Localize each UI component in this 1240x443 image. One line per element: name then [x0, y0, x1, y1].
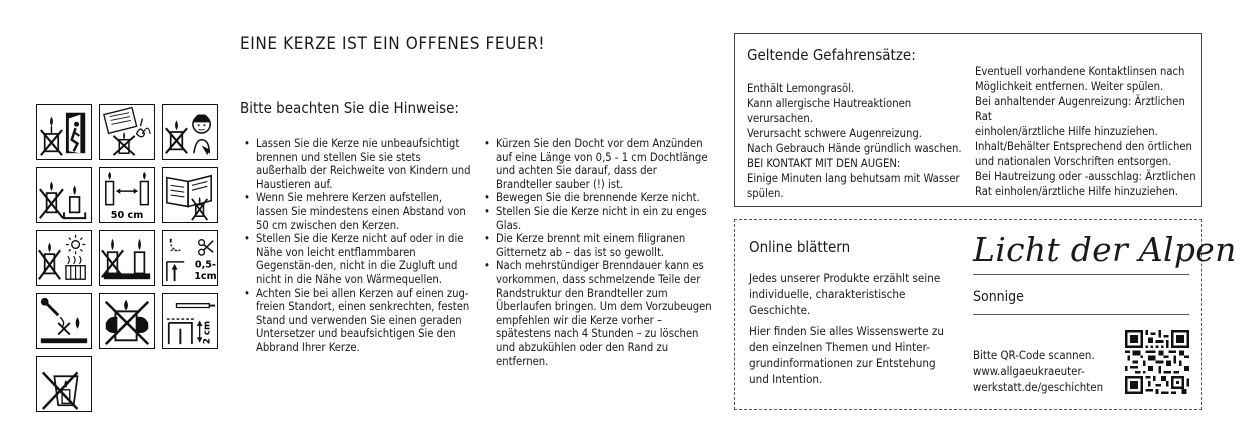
- candle-heat-icon: [36, 230, 92, 286]
- candle-exit-icon: [36, 104, 92, 160]
- candle-flyer-icon: [99, 104, 155, 160]
- list-item: • Achten Sie bei allen Kerzen auf einen zug-freien Standort, einen senkrechten, festen Stand und verwenden Sie einen geraden Untersetzer und beaufsichtigen Sie den Abbrand Ihrer Kerze.: [244, 287, 472, 355]
- candle-glass-icon: [36, 356, 92, 412]
- list-item: • Nach mehrstündiger Brenndauer kann es vorkommen, dass schmelzende Teile der Randstruktur den Brandteller zum Überlaufen bringen. Um dem Vorzubeugen empfehlen wir die Kerze vorher – spätestens nach 4 Stunden – zu löschen und abzukühlen oder den Rand zu entfernen.: [484, 259, 712, 368]
- online-text-details: [749, 323, 969, 387]
- hazard-line: Nach Gebrauch Hände gründlich waschen.: [747, 142, 962, 155]
- hazard-statements-box: [734, 33, 1202, 207]
- list-item: • Stellen Sie die Kerze nicht auf oder in die Nähe von leicht entflammbaren Gegenstän-den, nicht in die Zugluft und nicht in die Nähe von Wärmequellen.: [244, 232, 472, 286]
- hazard-text-right: [975, 64, 1197, 199]
- online-text-intro: [749, 270, 969, 318]
- qr-url: werkstatt.de/geschichten: [973, 380, 1104, 394]
- qr-url: www.allgaeukraeuter-: [973, 364, 1085, 378]
- candle-distance-icon: [99, 167, 155, 223]
- hazard-line: BEI KONTAKT MIT DEN AUGEN:: [747, 157, 901, 170]
- wick-length-bottom: 1cm: [194, 271, 217, 283]
- instructions-list-right: [484, 137, 712, 368]
- hazard-line: Eventuell vorhandene Kontaktlinsen nach: [975, 65, 1185, 78]
- online-line: individuelle, charakteristische Geschichte.: [749, 287, 906, 317]
- hazard-line: spülen.: [747, 187, 784, 200]
- list-item: • Kürzen Sie den Docht vor dem Anzünden auf eine Länge von 0,5 - 1 cm Dochtlänge und achten Sie darauf, dass der Brandteller sauber (!) ist.: [484, 137, 712, 191]
- divider: [973, 314, 1189, 315]
- candle-surface-icon: [99, 230, 155, 286]
- candle-book-icon: [162, 167, 218, 223]
- online-line: Hier finden Sie alles Wissenswerte zu: [749, 324, 944, 338]
- headline: EINE KERZE IST EIN OFFENES FEUER!: [240, 34, 546, 54]
- hazard-title: Geltende Gefahrensätze:: [747, 46, 916, 64]
- brand-logo: Licht der Alpen: [973, 230, 1237, 269]
- online-line: grundinformationen zur Entstehung: [749, 356, 936, 370]
- hazard-line: Kann allergische Hautreaktionen verursachen.: [747, 97, 912, 125]
- divider: [973, 274, 1189, 275]
- list-item: • Wenn Sie mehrere Kerzen aufstellen, lassen Sie mindestens einen Abstand von 50 cm zwischen den Kerzen.: [244, 191, 472, 232]
- candle-child-icon: [162, 104, 218, 160]
- candle-match-icon: [36, 293, 92, 349]
- list-item: • Die Kerze brennt mit einem filigranen Gitternetz ab – das ist so gewollt.: [484, 232, 712, 259]
- qr-instructions: [973, 347, 1133, 395]
- instructions-heading: Bitte beachten Sie die Hinweise:: [240, 99, 459, 117]
- hazard-line: Verursacht schwere Augenreizung.: [747, 127, 922, 140]
- qr-line: Bitte QR-Code scannen.: [973, 348, 1095, 362]
- distance-label: 50 cm: [110, 210, 144, 222]
- hazard-line: Inhalt/Behälter Entsprechend den örtlichen: [975, 140, 1192, 153]
- hazard-text-left: [747, 81, 973, 201]
- online-line: den einzelnen Themen und Hinter-: [749, 340, 930, 354]
- instructions-list-left: [244, 137, 472, 355]
- hazard-line: Einige Minuten lang behutsam mit Wasser: [747, 172, 960, 185]
- list-item: • Bewegen Sie die brennende Kerze nicht.: [484, 191, 712, 205]
- list-item: • Lassen Sie die Kerze nie unbeaufsichtigt brennen und stellen Sie sie stets außerhalb der Reichweite von Kindern und Haustieren auf.: [244, 137, 472, 191]
- online-title: Online blättern: [749, 238, 851, 256]
- wick-length-top: 0,5-: [194, 259, 216, 271]
- rim-height-label: 2 cm: [202, 320, 213, 345]
- candle-draft-icon: [36, 167, 92, 223]
- hazard-line: und nationalen Vorschriften entsorgen.: [975, 155, 1172, 168]
- hazard-line: Bei Hautreizung oder -ausschlag: Ärztlichen: [975, 170, 1196, 183]
- hazard-line: einholen/ärztliche Hilfe hinzuziehen.: [975, 125, 1158, 138]
- wick-trim-icon: [162, 230, 218, 286]
- candle-move-icon: [99, 293, 155, 349]
- online-browse-box: [734, 219, 1237, 410]
- product-variant: Sonnige: [973, 289, 1024, 305]
- list-item: • Stellen Sie die Kerze nicht in ein zu enges Glas.: [484, 205, 712, 232]
- hazard-line: Möglichkeit entfernen. Weiter spülen.: [975, 80, 1164, 93]
- online-line: Jedes unserer Produkte erzählt seine: [749, 271, 941, 285]
- online-line: und Intention.: [749, 372, 823, 386]
- hazard-line: Enthält Lemongrasöl.: [747, 82, 855, 95]
- rim-cut-icon: [162, 293, 218, 349]
- hazard-line: Bei anhaltender Augenreizung: Ärztlichen Rat: [975, 95, 1185, 123]
- qr-code[interactable]: [1125, 330, 1189, 394]
- hazard-line: Rat einholen/ärztliche Hilfe hinzuziehen.: [975, 185, 1178, 198]
